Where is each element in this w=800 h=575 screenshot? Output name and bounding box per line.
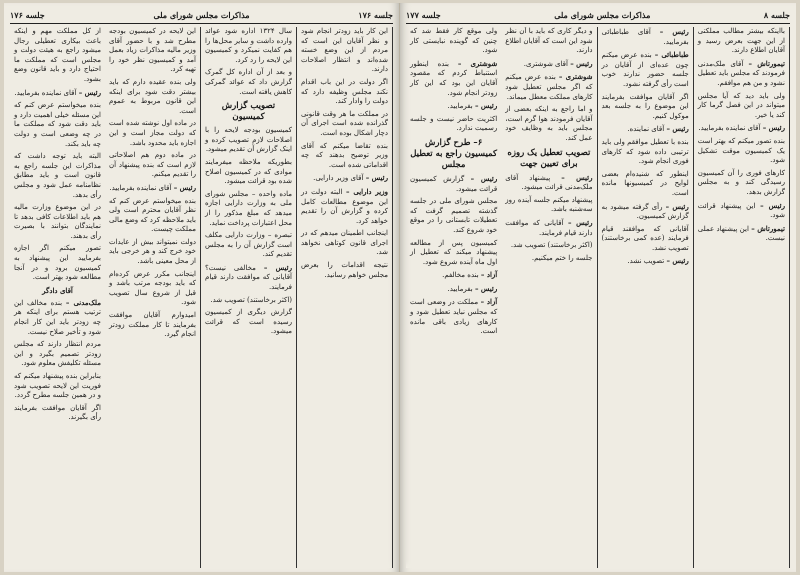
paragraph-text: دولت نمیتواند بیش از عایدات خود خرج کند و هر خرجی باید از محل معینی باشد.	[109, 237, 196, 266]
paragraph	[410, 115, 497, 134]
paragraph	[410, 27, 497, 56]
paragraph-text: اکثریت حاضر نیست و جلسه رسمیت ندارد.	[410, 114, 498, 133]
paragraph-text: بااینکه بیشتر مطالب مملکتی از این جهت بعرض رسید و آقایان اطلاع دارند.	[697, 27, 785, 55]
paragraph-text: در ماده اول نوشته شده است که دولت مجاز است و این اجازه باید محدود باشد.	[109, 119, 196, 147]
paragraph	[698, 92, 785, 121]
paragraph	[205, 68, 292, 97]
paragraph	[410, 284, 497, 295]
paragraph	[301, 142, 388, 171]
paragraph-text: (اکثر برخاستند) تصویب شد.	[210, 295, 292, 304]
paragraph	[14, 244, 101, 282]
left-page-header	[10, 7, 393, 24]
paragraph	[205, 308, 292, 337]
right-page-columns	[406, 27, 790, 568]
speaker-name: رئیس –	[567, 217, 593, 227]
left-header-right: جلسه ۱۷۶	[358, 10, 393, 20]
paragraph-text: و دیگر کاری که باید با آن نظر شود این است که آقایان اطلاع دارند.	[505, 27, 593, 55]
paragraph-text: تصویب نشد.	[627, 257, 665, 266]
paragraph	[698, 201, 785, 221]
paragraph	[602, 202, 689, 222]
column-fade	[598, 560, 693, 568]
paragraph-text: مملکت در وضعی است که مجلس نباید تعطیل شود و کارهای زیادی باقی مانده است.	[410, 298, 498, 336]
left-header-left: جلسه ۱۷۶	[10, 10, 45, 20]
paragraph	[505, 72, 592, 102]
paragraph	[205, 126, 292, 155]
paragraph-text: مردم انتظار دارند که مجلس زودتر تصمیم بگیرد و این مسئله تکلیفش معلوم شود.	[14, 340, 101, 368]
paragraph	[698, 169, 785, 198]
paragraph-text: ماده واحده – مجلس شورای ملی به وزارت دارایی اجازه میدهد که مبلغ مذکور را از محل اعتبارات پرداخت نماید.	[205, 189, 292, 227]
column-fade	[10, 560, 105, 568]
paragraph-text: تصور میکنم اگر اجازه بفرمایید این پیشنهاد به کمیسیون برود و در آنجا مطالعه شود بهتر است.	[14, 244, 101, 282]
paragraph-text: آقای شوشتری.	[523, 59, 568, 68]
paragraph	[698, 27, 785, 56]
paragraph-text: نتیجه اقدامات را بعرض مجلس خواهم رسانید.	[301, 261, 388, 279]
paragraph	[698, 59, 785, 89]
speaker-name: تیمورتاش –	[748, 58, 785, 68]
paragraph-text: آقای نماینده.	[627, 125, 665, 134]
paragraph-text: آقایانی که موافقت دارند قیام فرمایند.	[505, 218, 593, 237]
column-fade	[406, 560, 501, 568]
paragraph-text: بفرمایید.	[447, 102, 473, 111]
speaker-name: رئیس –	[666, 124, 689, 134]
text-column	[598, 27, 694, 568]
text-column	[406, 27, 501, 568]
column-fade	[694, 560, 789, 568]
text-column	[201, 27, 297, 568]
left-page	[4, 3, 400, 572]
speaker-name: تیمورتاش –	[751, 223, 785, 233]
speaker-name: رئیس –	[666, 256, 689, 266]
speaker-name: رئیس –	[561, 172, 593, 182]
paragraph	[410, 59, 497, 98]
paragraph	[505, 105, 592, 143]
paragraph	[301, 187, 388, 226]
column-fade	[297, 560, 392, 568]
paragraph-text: اینجانب مکرر عرض کرده‌ام که باید بودجه مرتب باشد و قبل از شروع سال تصویب شود.	[109, 269, 196, 307]
left-page-columns	[10, 27, 393, 568]
paragraph-text: و بعد از آن اداره کل گمرک گزارش داد که عوائد گمرکی کاهش یافته است.	[205, 68, 292, 96]
speaker-name: آزاد –	[480, 297, 498, 307]
paragraph-text: این لایحه در کمیسیون بودجه مطرح شد و با حضور آقای وزیر مالیه مذاکرات زیاد بعمل آمد و کمیسیون نظر خود را تهیه کرد.	[109, 27, 196, 74]
paragraph	[109, 238, 196, 267]
paragraph	[602, 225, 689, 254]
paragraph-text: البته باید توجه داشت که مذاکرات این جلسه راجع به قانون است و باید مطابق نظامنامه عمل شود و مجلس رأی بدهد.	[14, 152, 101, 199]
speaker-name: رئیس –	[665, 201, 689, 211]
speaker-name: وزیر دارایی –	[346, 186, 388, 196]
paragraph	[109, 197, 196, 235]
paragraph-text: بنده میخواستم عرض کنم که این مسئله خیلی اهمیت دارد و باید دقت شود که مملکت ما در چه وضعی است و دولت چه باید بکند.	[14, 101, 101, 148]
speaker-name: رئیس –	[570, 58, 593, 68]
speaker-name: رئیس –	[474, 283, 498, 293]
text-column	[297, 27, 393, 568]
paragraph	[301, 78, 388, 107]
column-fade	[201, 560, 296, 568]
column-fade	[105, 560, 200, 568]
paragraph-text: اگر آقایان موافقت بفرمایند رأی بگیرند.	[14, 403, 101, 422]
paragraph	[602, 124, 689, 135]
right-page-header	[406, 7, 790, 24]
paragraph-text: سال ۱۳۲۴ اداره شود عوائد وارده داشت و سایر محل‌ها را هم کفایت نمیکرد و کمیسیون این لایحه را رد کرد.	[205, 27, 292, 64]
paragraph-text: امیدوارم آقایان موافقت بفرمایند تا کار مملکت زودتر انجام گیرد.	[109, 311, 196, 339]
paragraph	[301, 27, 388, 75]
section-heading: تصویب تعطیل یک روزه برای تعیین جهت	[507, 147, 591, 169]
paragraph	[14, 372, 101, 401]
paragraph-text: در ماده دوم هم اصلاحاتی لازم است که بنده پیشنهاد آن را تقدیم میکنم.	[109, 151, 196, 179]
paragraph-text: در این موضوع وزارت مالیه هم باید اطلاعات کافی بدهد تا نمایندگان بتوانند با بصیرت رأی بدهند.	[14, 203, 101, 240]
speaker-name: رئیس –	[78, 87, 101, 97]
document-spread	[4, 3, 796, 572]
right-header-title: مذاکرات مجلس شورای ملی	[554, 10, 651, 20]
paragraph	[109, 183, 196, 194]
speaker-name: رئیس –	[263, 262, 293, 272]
paragraph	[410, 174, 497, 194]
paragraph	[205, 158, 292, 187]
paragraph-text: بنده عرض میکنم که اگر مجلس تعطیل شود کارهای مملکت معطل میماند.	[505, 73, 593, 101]
left-header-title: مذاکرات مجلس شورای ملی	[153, 10, 250, 20]
text-column	[105, 27, 201, 568]
speaker-name: آزاد –	[480, 270, 498, 280]
text-column	[10, 27, 105, 568]
paragraph-text: ولی موقع کار فقط شد که چنین که گوینده نبایستی کار شود.	[410, 27, 498, 55]
paragraph	[14, 203, 101, 241]
paragraph	[602, 170, 689, 199]
paragraph-text: البته دولت در این موضوع مطالعات کامل کرده و گزارش آن را تقدیم خواهد کرد.	[301, 187, 388, 225]
paragraph-text: پیشنهاد آقای ملک‌مدنی قرائت میشود.	[505, 173, 593, 192]
paragraph-text: بنده تقاضا میکنم که آقای وزیر توضیح بدهند که چه اقداماتی شده است.	[301, 141, 388, 169]
paragraph-text: بنده میخواستم عرض کنم که نظر آقایان محترم است ولی باید ملاحظه کرد که وضع مالی مملکت چیست.	[109, 196, 196, 234]
paragraph	[14, 101, 101, 149]
paragraph-text: ولی بنده عقیده دارم که باید بیشتر دقت شود برای اینکه این قانون مربوط به عموم است.	[109, 77, 196, 115]
speaker-name: شوشتری –	[457, 58, 498, 68]
paragraph-text: (اکثر برخاستند) تصویب شد.	[510, 241, 593, 250]
paragraph-text: آقای نماینده بفرمایید.	[14, 88, 77, 97]
paragraph-text: و اما راجع به اینکه بعضی از آقایان فرمودند هوا گرم است، مجلس باید به وظایف خود عمل کند.	[505, 105, 593, 142]
paragraph-text: از کل مملکت مهم و اینکه باعث بیکاری تعطیلی رجال میشود راجع به هیئت دولت و مجلس است که مملکت ما احتیاج دارد و باید قانون وضع بشود.	[14, 27, 101, 83]
paragraph	[301, 110, 388, 139]
paragraph-text: آقایانی که موافقند قیام فرمایند (عده کمی برخاستند) تصویب نشد.	[601, 224, 689, 252]
paragraph	[301, 173, 388, 184]
paragraph-text: مخالفی نیست؟ آقایانی که موافقت دارند قیام فرمایند.	[205, 263, 292, 292]
section-heading: ۶– طرح گزارش کمیسیون راجع به تعطیل مجلس	[410, 137, 498, 170]
paragraph-text: بنده تصور میکنم که بهتر است یک کمیسیون موقت تشکیل شود.	[697, 136, 785, 165]
paragraph	[205, 263, 292, 293]
paragraph-text: جلسه را ختم میکنیم.	[531, 253, 593, 262]
speaker-name: رئیس –	[762, 123, 785, 133]
speaker-name: طباطبائی –	[654, 50, 689, 60]
paragraph	[109, 270, 196, 308]
paragraph	[698, 224, 785, 244]
paragraph	[505, 196, 592, 215]
paragraph	[205, 231, 292, 260]
paragraph	[109, 311, 196, 340]
paragraph-text: ولی باید دید که آیا مجلس میتواند در این فصل گرما کار کند یا خیر.	[697, 91, 785, 119]
paragraph-text: تبصره – وزارت دارایی مکلف است گزارش آن را به مجلس تقدیم کند.	[205, 231, 292, 259]
paragraph-text: آقای طباطبائی بفرمایید.	[601, 28, 689, 46]
paragraph-text: بنده اینطور استنباط کردم که مقصود آقایان این بود که این کار زودتر انجام شود.	[410, 59, 498, 97]
paragraph	[505, 254, 592, 264]
paragraph	[301, 229, 388, 258]
paragraph-text: بنده مخالف این ترتیب هستم برای اینکه هر چه زودتر باید این کار انجام شود و تأخیر صلاح نیست.	[14, 298, 101, 336]
speaker-name: ملک‌مدنی –	[65, 297, 102, 307]
paragraph	[410, 197, 497, 235]
paragraph-text: آقای نماینده بفرمایید.	[698, 124, 761, 133]
paragraph	[14, 404, 101, 423]
text-column	[694, 27, 790, 568]
paragraph	[109, 151, 196, 180]
paragraph	[410, 239, 497, 268]
paragraph	[602, 256, 689, 267]
paragraph-text: گزارش کمیسیون قرائت میشود.	[410, 174, 498, 193]
paragraph	[505, 27, 592, 56]
right-header-left: جلسه ۱۷۷	[406, 10, 441, 20]
paragraph-text: اینطور که شنیده‌ام بعضی لوایح در کمیسیونها مانده است.	[601, 169, 689, 197]
speaker-name: رئیس –	[474, 101, 498, 111]
paragraph	[602, 138, 689, 167]
paragraph-text: گزارش دیگری از کمیسیون رسیده است که قرائت میشود.	[205, 308, 292, 336]
paragraph	[205, 296, 292, 306]
paragraph	[410, 101, 497, 112]
paragraph	[14, 152, 101, 200]
paragraph	[505, 59, 592, 70]
paragraph	[205, 190, 292, 228]
paragraph	[14, 298, 101, 337]
paragraph	[109, 27, 196, 75]
speaker-name: رئیس –	[470, 173, 498, 183]
right-header-right: جلسه ۸	[763, 10, 790, 20]
speaker-name: رئیس –	[760, 200, 785, 210]
paragraph-text: بنابراین بنده پیشنهاد میکنم که فوریت این لایحه تصویب شود و در همین جلسه مطرح گردد.	[14, 372, 101, 400]
paragraph	[505, 173, 592, 193]
paragraph	[410, 297, 497, 336]
paragraph-text: بنده عرض میکنم چون عده‌ای از آقایان در جلسه حضور ندارند خوب است رأی گرفته نشود.	[601, 51, 689, 88]
paragraph-text: کارهای فوری را آن کمیسیون رسیدگی کند و به مجلس گزارش بدهد.	[697, 168, 785, 196]
paragraph-text: اگر دولت در این باب اقدام نکند مجلس وظیفه دارد که دولت را وادار کند.	[301, 77, 388, 106]
paragraph	[14, 88, 101, 99]
right-page	[400, 3, 796, 572]
paragraph-text: آقای وزیر دارایی.	[313, 174, 364, 183]
section-heading: تصویب گزارش کمیسیون	[221, 101, 276, 123]
speaker-name: شوشتری –	[558, 72, 593, 82]
paragraph-text: در مملکت ما هر وقت قانونی گذرانده شده است اجرای آن دچار اشکال بوده است.	[301, 109, 388, 137]
paragraph	[14, 27, 101, 85]
paragraph-text: این پیشنهاد قرائت شود.	[697, 201, 785, 220]
paragraph-text: آقای ملک‌مدنی فرمودند که مجلس باید تعطیل نشود و من هم موافقم.	[697, 59, 785, 87]
paragraph-text: بنده با تعطیل موافقم ولی باید ترتیبی داده شود که کارهای فوری انجام شود.	[601, 137, 689, 166]
paragraph	[505, 241, 592, 251]
speaker-name: رئیس –	[173, 182, 196, 192]
paragraph	[205, 27, 292, 65]
paragraph	[410, 270, 497, 281]
paragraph-text: بنده مخالفم.	[442, 271, 479, 280]
paragraph-text: آقای نماینده بفرمایید.	[109, 183, 172, 192]
paragraph	[109, 78, 196, 116]
speaker-name: رئیس –	[659, 27, 689, 36]
paragraph-text: کمیسیون بودجه لایحه را با اصلاحات لازم تصویب کرده و اینک گزارش آن تقدیم میشود.	[205, 126, 292, 154]
paragraph	[14, 340, 101, 369]
column-fade	[501, 560, 596, 568]
paragraph	[109, 119, 196, 148]
paragraph	[698, 137, 785, 166]
speaker-name: رئیس –	[365, 173, 388, 183]
text-column	[501, 27, 597, 568]
paragraph-text: پیشنهاد میکنم جلسه آینده روز سه‌شنبه باشد.	[505, 195, 593, 214]
paragraph-text: رأی گرفته میشود به گزارش کمیسیون.	[601, 202, 689, 221]
paragraph-text: اینجانب اطمینان میدهم که در اجرای قانون کوتاهی نخواهد شد.	[301, 229, 388, 257]
paragraph-text: این کار باید زودتر انجام شود و نظر آقایان این است که مردم از این وضع خسته شده‌اند و انتظار اصلاحات دارند.	[301, 27, 388, 74]
paragraph-text: کمیسیون پس از مطالعه پیشنهاد میکند که تعطیل از اول ماه آینده شروع شود.	[410, 238, 498, 266]
paragraph	[602, 27, 689, 47]
paragraph-text: اگر آقایان موافقت بفرمایند این موضوع را به جلسه بعد موکول کنیم.	[601, 92, 689, 120]
paragraph-text: بطوریکه ملاحظه میفرمایند موادی که در کمیسیون اصلاح شده بود قرائت میشود.	[205, 157, 292, 186]
centered-label: آقای دادگر	[42, 285, 73, 295]
paragraph	[602, 93, 689, 122]
paragraph-text: بفرمایید.	[447, 284, 473, 293]
paragraph	[698, 123, 785, 134]
paragraph	[602, 50, 689, 89]
paragraph-text: مجلس شورای ملی در جلسه گذشته تصمیم گرفت که تعطیلات تابستانی را در موقع خود شروع کند.	[410, 197, 498, 234]
paragraph-text: این پیشنهاد عملی نیست.	[697, 224, 785, 243]
paragraph	[505, 218, 592, 238]
paragraph	[301, 261, 388, 280]
